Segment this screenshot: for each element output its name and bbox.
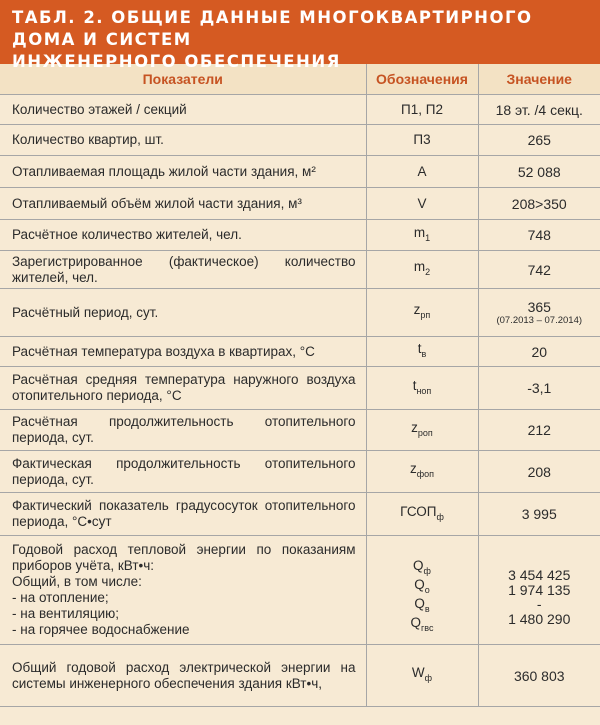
row-value: 208	[478, 451, 600, 493]
symbol-base: Q	[413, 558, 424, 573]
row-label: Отапливаемый объём жилой части здания, м³	[0, 188, 366, 220]
row-symbol	[366, 289, 478, 337]
row-label: Расчётная продолжительность отопительного периода, сут.	[0, 410, 366, 451]
label-line: - на горячее водоснабжение	[12, 622, 190, 637]
table-row	[0, 156, 600, 188]
symbol-base: W	[411, 665, 425, 680]
symbol-q-ventilation	[371, 597, 474, 616]
table-title-line-2: ИНЖЕНЕРНОГО ОБЕСПЕЧЕНИЯ	[12, 52, 341, 71]
row-symbol: А	[366, 156, 478, 188]
row-value: 208>350	[478, 188, 600, 220]
table-row	[0, 645, 600, 707]
label-line: Годовой расход тепловой энергии по показаниям приборов учёта, кВт•ч:	[12, 542, 356, 573]
row-symbol: П3	[366, 125, 478, 156]
header-symbol: Обозначения	[366, 64, 478, 95]
symbol-base: Q	[410, 615, 422, 630]
row-label: Фактическая продолжительность отопительного периода, сут.	[0, 451, 366, 493]
row-label: Фактический показатель градусосуток отопительного периода, °С•сут	[0, 493, 366, 536]
symbol-subscript: ноп	[416, 385, 432, 396]
symbol-subscript: в	[424, 604, 430, 614]
table-row	[0, 125, 600, 156]
symbol-base: t	[412, 377, 417, 393]
table-row	[0, 251, 600, 289]
table-row	[0, 451, 600, 493]
symbol-subscript: ф	[436, 511, 444, 522]
row-symbol	[366, 410, 478, 451]
symbol-base: z	[409, 461, 417, 476]
symbol-subscript: ф	[424, 673, 433, 683]
row-label: Расчётное количество жителей, чел.	[0, 220, 366, 251]
symbol-base: m	[413, 259, 426, 274]
table-row	[0, 337, 600, 367]
table-row	[0, 536, 600, 645]
row-label: Расчётная температура воздуха в квартирах, °С	[0, 337, 366, 367]
row-label: Зарегистрированное (фактическое) количество жителей, чел.	[0, 251, 366, 289]
row-label: Количество квартир, шт.	[0, 125, 366, 156]
table-title	[0, 0, 600, 71]
row-value: 20	[478, 337, 600, 367]
data-table	[0, 64, 600, 707]
label-line: - на отопление;	[12, 590, 109, 605]
symbol-subscript: гвс	[421, 623, 434, 633]
row-symbol	[366, 451, 478, 493]
symbol-subscript: 2	[425, 267, 431, 277]
symbol-base: z	[413, 302, 421, 317]
label-line: - на вентиляцию;	[12, 606, 120, 621]
table-title-line-1: ТАБЛ. 2. ОБЩИЕ ДАННЫЕ МНОГОКВАРТИРНОГО ДОМА И СИСТЕМ	[12, 8, 533, 49]
row-value	[478, 536, 600, 645]
symbol-subscript: в	[421, 349, 427, 359]
row-value: 265	[478, 125, 600, 156]
row-symbol	[366, 337, 478, 367]
symbol-subscript: 1	[425, 232, 431, 243]
value-total: 3 454 425	[508, 567, 571, 583]
row-label: Количество этажей / секций	[0, 95, 366, 125]
label-line: Общий, в том числе:	[12, 574, 142, 589]
header-value: Значение	[478, 64, 600, 95]
row-symbol	[366, 251, 478, 289]
row-label: Отапливаемая площадь жилой части здания, м²	[0, 156, 366, 188]
symbol-q-hot-water	[371, 616, 474, 635]
symbol-subscript: роп	[417, 427, 433, 438]
row-value: 742	[478, 251, 600, 289]
symbol-base: ГСОП	[400, 503, 437, 519]
row-label	[0, 536, 366, 645]
row-value: 18 эт. /4 секц.	[478, 95, 600, 125]
row-symbol	[366, 493, 478, 536]
symbol-base: Q	[414, 596, 425, 611]
row-value: 3 995	[478, 493, 600, 536]
symbol-base: z	[411, 419, 418, 435]
table-row	[0, 289, 600, 337]
symbol-subscript: ф	[423, 566, 431, 576]
symbol-subscript: о	[424, 585, 430, 595]
row-symbol: V	[366, 188, 478, 220]
row-value: 748	[478, 220, 600, 251]
row-symbol	[366, 220, 478, 251]
table-row	[0, 95, 600, 125]
table-row	[0, 410, 600, 451]
row-value	[478, 289, 600, 337]
row-label: Общий годовой расход электрической энергии на системы инженерного обеспечения здания кВт•ч,	[0, 645, 366, 707]
value-note: (07.2013 – 07.2014)	[496, 315, 583, 326]
symbol-base: m	[413, 224, 426, 240]
table-row	[0, 220, 600, 251]
value-heating: 1 974 135	[508, 581, 571, 598]
value-ventilation: -	[536, 596, 542, 612]
row-value: 360 803	[478, 645, 600, 707]
row-symbol: П1, П2	[366, 95, 478, 125]
value-main: 365	[527, 299, 551, 315]
symbol-base: t	[417, 341, 422, 356]
symbol-q-heating	[371, 578, 474, 597]
symbol-subscript: рп	[420, 310, 431, 320]
value-hot-water: 1 480 290	[508, 610, 571, 627]
row-label: Расчётная средняя температура наружного воздуха отопительного периода, °С	[0, 367, 366, 410]
header-indicator: Показатели	[0, 64, 366, 95]
table-row	[0, 367, 600, 410]
row-symbol	[366, 536, 478, 645]
row-value: 52 088	[478, 156, 600, 188]
symbol-subscript: фоп	[416, 469, 435, 479]
row-symbol	[366, 367, 478, 410]
row-label: Расчётный период, сут.	[0, 289, 366, 337]
table-row	[0, 188, 600, 220]
symbol-q-total	[371, 559, 474, 578]
row-value: -3,1	[478, 367, 600, 410]
table-row	[0, 493, 600, 536]
row-value: 212	[478, 410, 600, 451]
symbol-base: Q	[414, 577, 425, 592]
row-symbol	[366, 645, 478, 707]
